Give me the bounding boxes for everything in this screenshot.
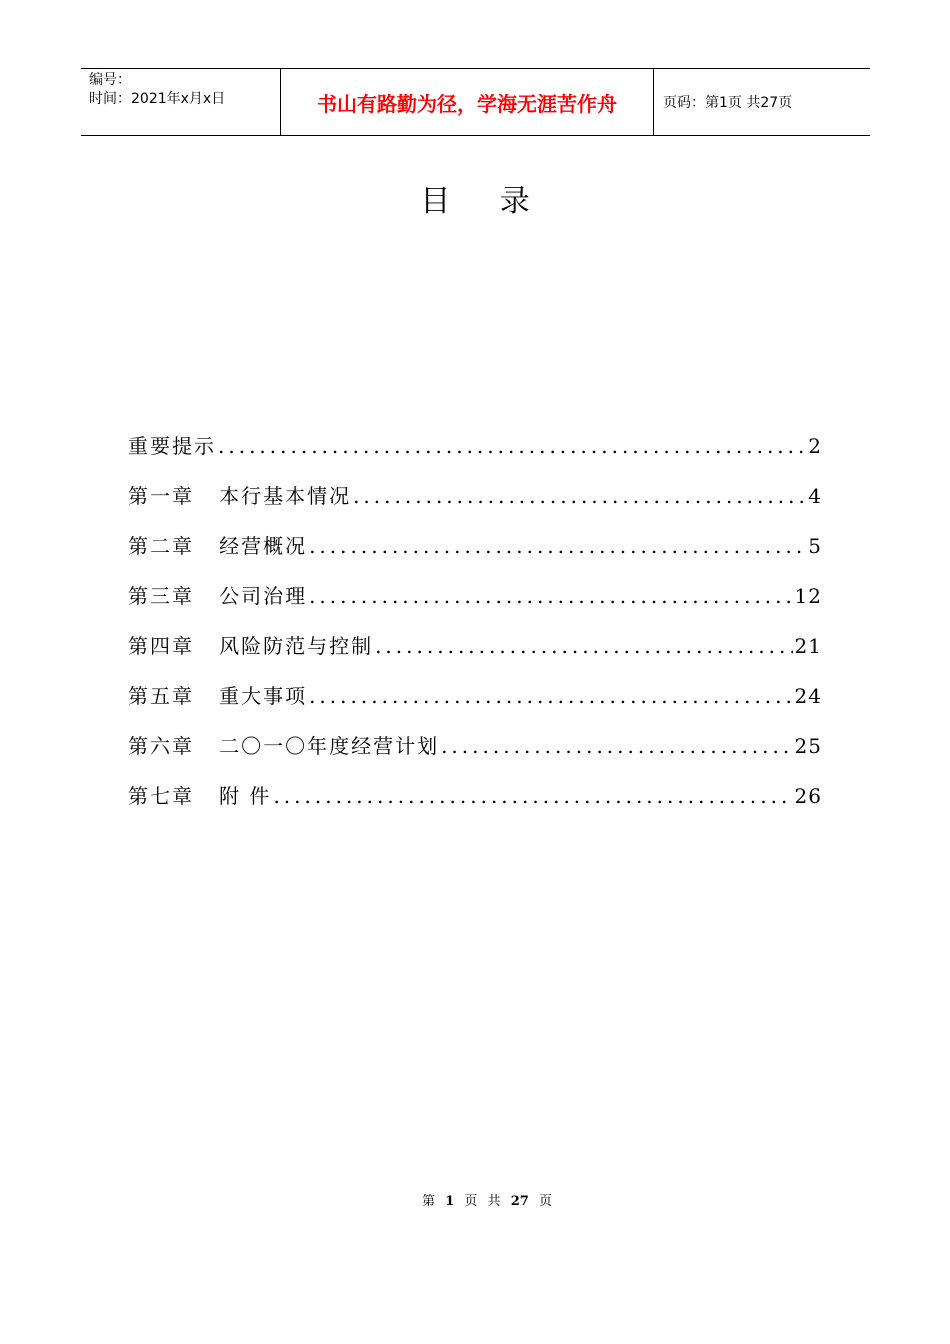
toc-entry[interactable] — [128, 530, 822, 580]
toc-entry-page: 25 — [794, 734, 822, 758]
document-number-label: 编号： — [89, 72, 131, 88]
toc-dot-leader — [353, 484, 806, 508]
toc-entry[interactable] — [128, 680, 822, 730]
toc-entry-label: 第六章 二〇一〇年度经营计划 — [128, 734, 440, 758]
toc-entry-page: 4 — [808, 484, 822, 508]
footer-gong: 共 — [487, 1194, 501, 1209]
toc-title: 目 录 — [420, 184, 550, 219]
header-page-info: 页码：第1页 共27页 — [663, 95, 793, 111]
toc-entry-label: 第五章 重大事项 — [128, 684, 308, 708]
table-of-contents — [128, 430, 822, 830]
toc-entry-label: 第三章 公司治理 — [128, 584, 308, 608]
toc-dot-leader — [441, 734, 792, 758]
header-motto: 书山有路勤为径，学海无涯苦作舟 — [281, 69, 654, 135]
toc-entry-label: 第二章 经营概况 — [128, 534, 308, 558]
toc-dot-leader — [273, 784, 792, 808]
toc-dot-leader — [375, 634, 792, 658]
document-time-label: 时间：2021年x月x日 — [89, 91, 226, 107]
toc-entry-label: 重要提示 — [128, 434, 216, 458]
document-header — [81, 68, 870, 136]
toc-dot-leader — [309, 584, 792, 608]
footer-di: 第 — [422, 1194, 436, 1209]
toc-entry-label: 第七章 附 件 — [128, 784, 272, 808]
toc-entry[interactable] — [128, 480, 822, 530]
toc-dot-leader — [309, 534, 806, 558]
toc-entry[interactable] — [128, 430, 822, 480]
toc-entry-page: 24 — [794, 684, 822, 708]
toc-entry-label: 第一章 本行基本情况 — [128, 484, 352, 508]
toc-entry[interactable] — [128, 730, 822, 780]
header-meta — [81, 69, 281, 135]
toc-dot-leader — [218, 434, 806, 458]
toc-entry-page: 2 — [808, 434, 822, 458]
toc-entry-page: 26 — [794, 784, 822, 808]
footer-current-page: 1 — [445, 1194, 455, 1209]
toc-entry[interactable] — [128, 580, 822, 630]
toc-entry-label: 第四章 风险防范与控制 — [128, 634, 374, 658]
toc-entry-page: 12 — [794, 584, 822, 608]
toc-entry[interactable] — [128, 630, 822, 680]
toc-dot-leader — [309, 684, 792, 708]
toc-entry[interactable] — [128, 780, 822, 830]
toc-entry-page: 5 — [808, 534, 822, 558]
toc-entry-page: 21 — [794, 634, 822, 658]
footer-ye: 页 — [464, 1194, 478, 1209]
footer-ye2: 页 — [538, 1194, 552, 1209]
footer-total-pages: 27 — [510, 1194, 529, 1209]
page-footer — [0, 1190, 950, 1209]
